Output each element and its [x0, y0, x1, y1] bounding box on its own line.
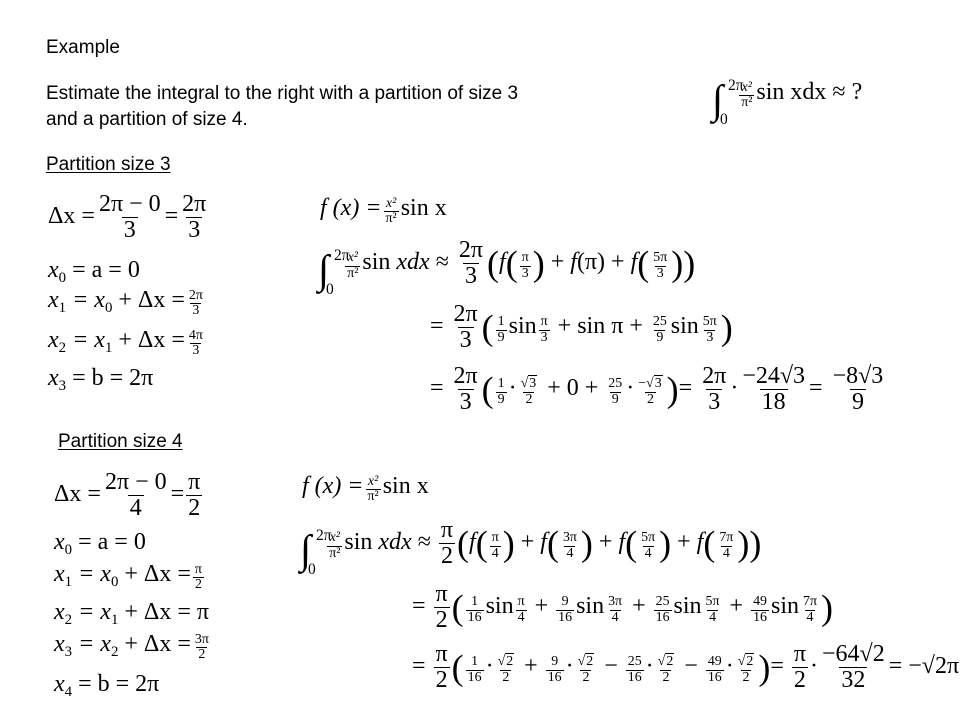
p4-x4: $x_4 = b = 2\pi$: [54, 671, 160, 701]
partition-3-heading: Partition size 3: [46, 154, 171, 175]
p3-fx: f (x) = $\frac{\text{x²}}{\text{π²}}$ sin x: [320, 195, 447, 227]
p4-x3: $x_3 = x_2 + \Delta x$ = $\frac{3\pi}{2}$: [54, 631, 209, 663]
p4-x1: $x_1 = x_0 + \Delta x$ = $\frac{\pi}{2}$: [54, 561, 202, 593]
p3-approx: ∫ 2π 0 $\frac{\text{x²}}{\text{π²}}$ sin xdx ≈ $\frac{2\pi}{3}$ (f( $\frac{\pi}{3}$ ) + f(π) + f( $\frac{5\pi}{3}$ )): [318, 237, 696, 298]
p4-delta-x: Δx = $\frac{2\pi - 0}{4}$ = $\frac{\pi}{2}$: [54, 469, 201, 522]
p3-x0: $x_0 = a = 0$: [48, 257, 140, 287]
p3-x1: $x_1 = x_0 + \Delta x$ = $\frac{2\pi}{3}$: [48, 287, 203, 319]
p4-x0: $x_0 = a = 0$: [54, 529, 146, 559]
p3-delta-x: Δx = $\frac{2\pi - 0}{3}$ = $\frac{2\pi}{3}$: [48, 191, 207, 244]
p4-line-3: = $\frac{\pi}{2}$ ( $\frac{1}{16}$ · $\frac{√2}{2}$ + $\frac{9}{16}$ · $\frac{√2}{2}$ − $\frac{25}{16}$ · $\frac{√2}{2}$ − $\frac{49}{16}$ · $\frac{√2}{2}$ )= $\frac{\pi}{2}$ · $\frac{-64√2}{32}$ = −√2π: [412, 641, 960, 694]
p4-approx: ∫ 2π 0 $\frac{\text{x²}}{\text{π²}}$ sin xdx ≈ $\frac{\pi}{2}$ (f( $\frac{\pi}{4}$ ) + f( $\frac{3\pi}{4}$ ) + f( $\frac{5\pi}{4}$ ) + f( $\frac{7\pi}{4}$ )): [300, 517, 762, 578]
p4-x2: $x_2 = x_1 + \Delta x = \pi$: [54, 599, 210, 629]
title: Example: [46, 37, 120, 58]
p4-line-2: = $\frac{\pi}{2}$ ( $\frac{1}{16}$ sin $\frac{\pi}{4}$ + $\frac{9}{16}$ sin $\frac{3\pi}{4}$ + $\frac{25}{16}$ sin $\frac{5\pi}{4}$ + $\frac{49}{16}$ sin $\frac{7\pi}{4}$ ): [412, 581, 833, 634]
p3-line-3: = $\frac{2\pi}{3}$ ( $\frac{1}{9}$ · $\frac{√3}{2}$ + 0 + $\frac{25}{9}$ · $\frac{-√3}{2}$ )= $\frac{2\pi}{3}$ · $\frac{-24√3}{18}$ = $\frac{-8√3}{9}$: [430, 363, 884, 416]
partition-4-heading: Partition size 4: [58, 431, 183, 452]
intro-line-1: Estimate the integral to the right with a partition of size 3: [46, 83, 519, 104]
p3-x3: $x_3 = b = 2\pi$: [48, 365, 154, 395]
p3-line-2: = $\frac{2\pi}{3}$ ( $\frac{1}{9}$ sin $\frac{\pi}{3}$ + sin π + $\frac{25}{9}$ sin $\frac{5\pi}{3}$ ): [430, 301, 733, 354]
p4-fx: f (x) = $\frac{\text{x²}}{\text{π²}}$ sin x: [302, 473, 429, 505]
integral-question: ∫ 2π 0 $\frac{\text{x²}}{\text{π²}}$ sin xdx ≈ ?: [712, 77, 863, 128]
intro-line-2: and a partition of size 4.: [46, 109, 248, 130]
p3-x2: $x_2 = x_1 + \Delta x$ = $\frac{4\pi}{3}$: [48, 327, 203, 359]
